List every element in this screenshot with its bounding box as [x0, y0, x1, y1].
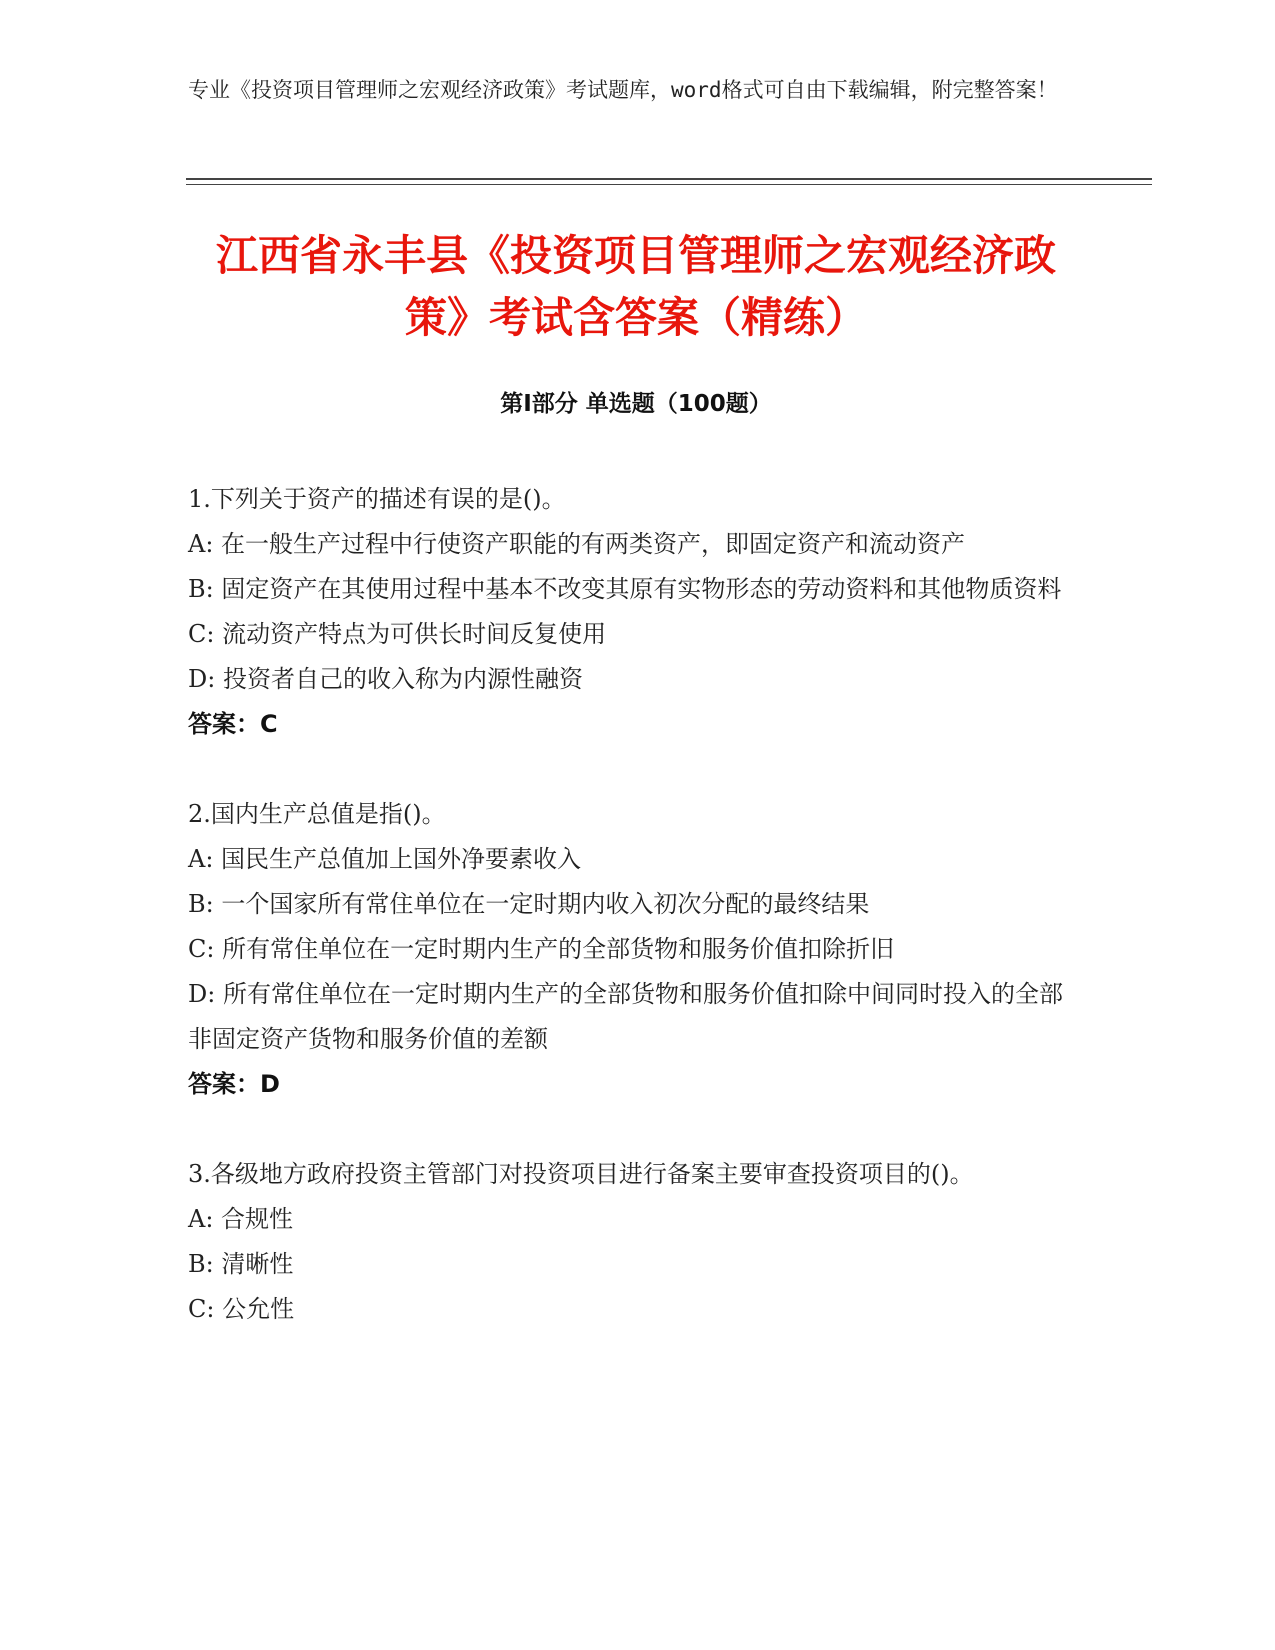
option-a: A: 在一般生产过程中行使资产职能的有两类资产，即固定资产和流动资产: [188, 530, 966, 558]
section-title: 第I部分 单选题（100题）: [500, 391, 772, 417]
option-b: B: 固定资产在其使用过程中基本不改变其原有实物形态的劳动资料和其他物质资料: [188, 575, 1062, 603]
question-stem: 2.国内生产总值是指()。: [188, 800, 446, 828]
option-d: D: 投资者自己的收入称为内源性融资: [188, 665, 583, 693]
option-c: C: 公允性: [188, 1295, 295, 1323]
question-1: [188, 477, 1068, 747]
answer-label: 答案：C: [188, 710, 278, 738]
question-stem: 3.各级地方政府投资主管部门对投资项目进行备案主要审查投资项目的()。: [188, 1160, 974, 1188]
option-b: B: 一个国家所有常住单位在一定时期内收入初次分配的最终结果: [188, 890, 870, 918]
header-divider-thick: [186, 178, 1152, 180]
question-3: [188, 1152, 1068, 1332]
intro-text: 专业《投资项目管理师之宏观经济政策》考试题库，word格式可自由下载编辑，附完整答案！: [188, 78, 1058, 102]
question-stem: 1.下列关于资产的描述有误的是()。: [188, 485, 566, 513]
option-d: D: 所有常住单位在一定时期内生产的全部货物和服务价值扣除中间同时投入的全部非固定资产货物和服务价值的差额: [188, 980, 1063, 1053]
option-c: C: 所有常住单位在一定时期内生产的全部货物和服务价值扣除折旧: [188, 935, 895, 963]
question-2: [188, 792, 1068, 1107]
option-a: A: 国民生产总值加上国外净要素收入: [188, 845, 582, 873]
answer-label: 答案：D: [188, 1070, 280, 1098]
option-c: C: 流动资产特点为可供长时间反复使用: [188, 620, 607, 648]
option-b: B: 清晰性: [188, 1250, 294, 1278]
option-a: A: 合规性: [188, 1205, 294, 1233]
question-list: [188, 477, 1068, 1377]
document-title: 江西省永丰县《投资项目管理师之宏观经济政策》考试含答案（精练）: [215, 231, 1056, 342]
header-divider-thin: [186, 184, 1152, 185]
